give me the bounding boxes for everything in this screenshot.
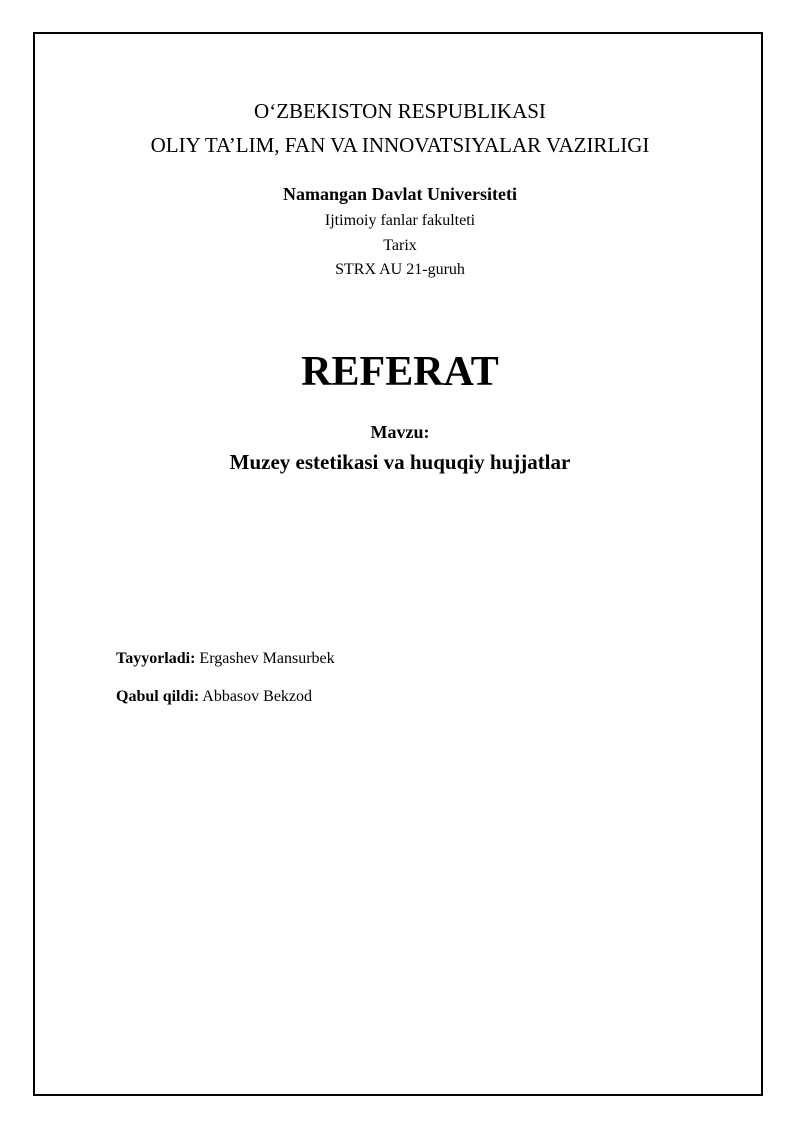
prepared-by-label: Tayyorladi: [116, 650, 196, 667]
department-name: Tarix [383, 237, 417, 254]
accepted-by-name: Abbasov Bekzod [199, 688, 313, 705]
accepted-by-line [116, 686, 312, 708]
university-name: Namangan Davlat Universiteti [283, 184, 517, 204]
document-type: REFERAT [301, 349, 499, 395]
faculty-name: Ijtimoiy fanlar fakulteti [324, 212, 476, 229]
prepared-by-line [116, 648, 335, 670]
topic-title: Muzey estetikasi va huquqiy hujjatlar [229, 450, 571, 474]
republic-heading: O‘ZBEKISTON RESPUBLIKASI [254, 99, 546, 123]
group-name: STRX AU 21-guruh [335, 261, 465, 278]
prepared-by-name: Ergashev Mansurbek [195, 650, 335, 667]
accepted-by-label: Qabul qildi: [116, 688, 200, 705]
topic-label: Mavzu: [370, 422, 430, 442]
ministry-heading: OLIY TA’LIM, FAN VA INNOVATSIYALAR VAZIRLIGI [150, 133, 650, 157]
